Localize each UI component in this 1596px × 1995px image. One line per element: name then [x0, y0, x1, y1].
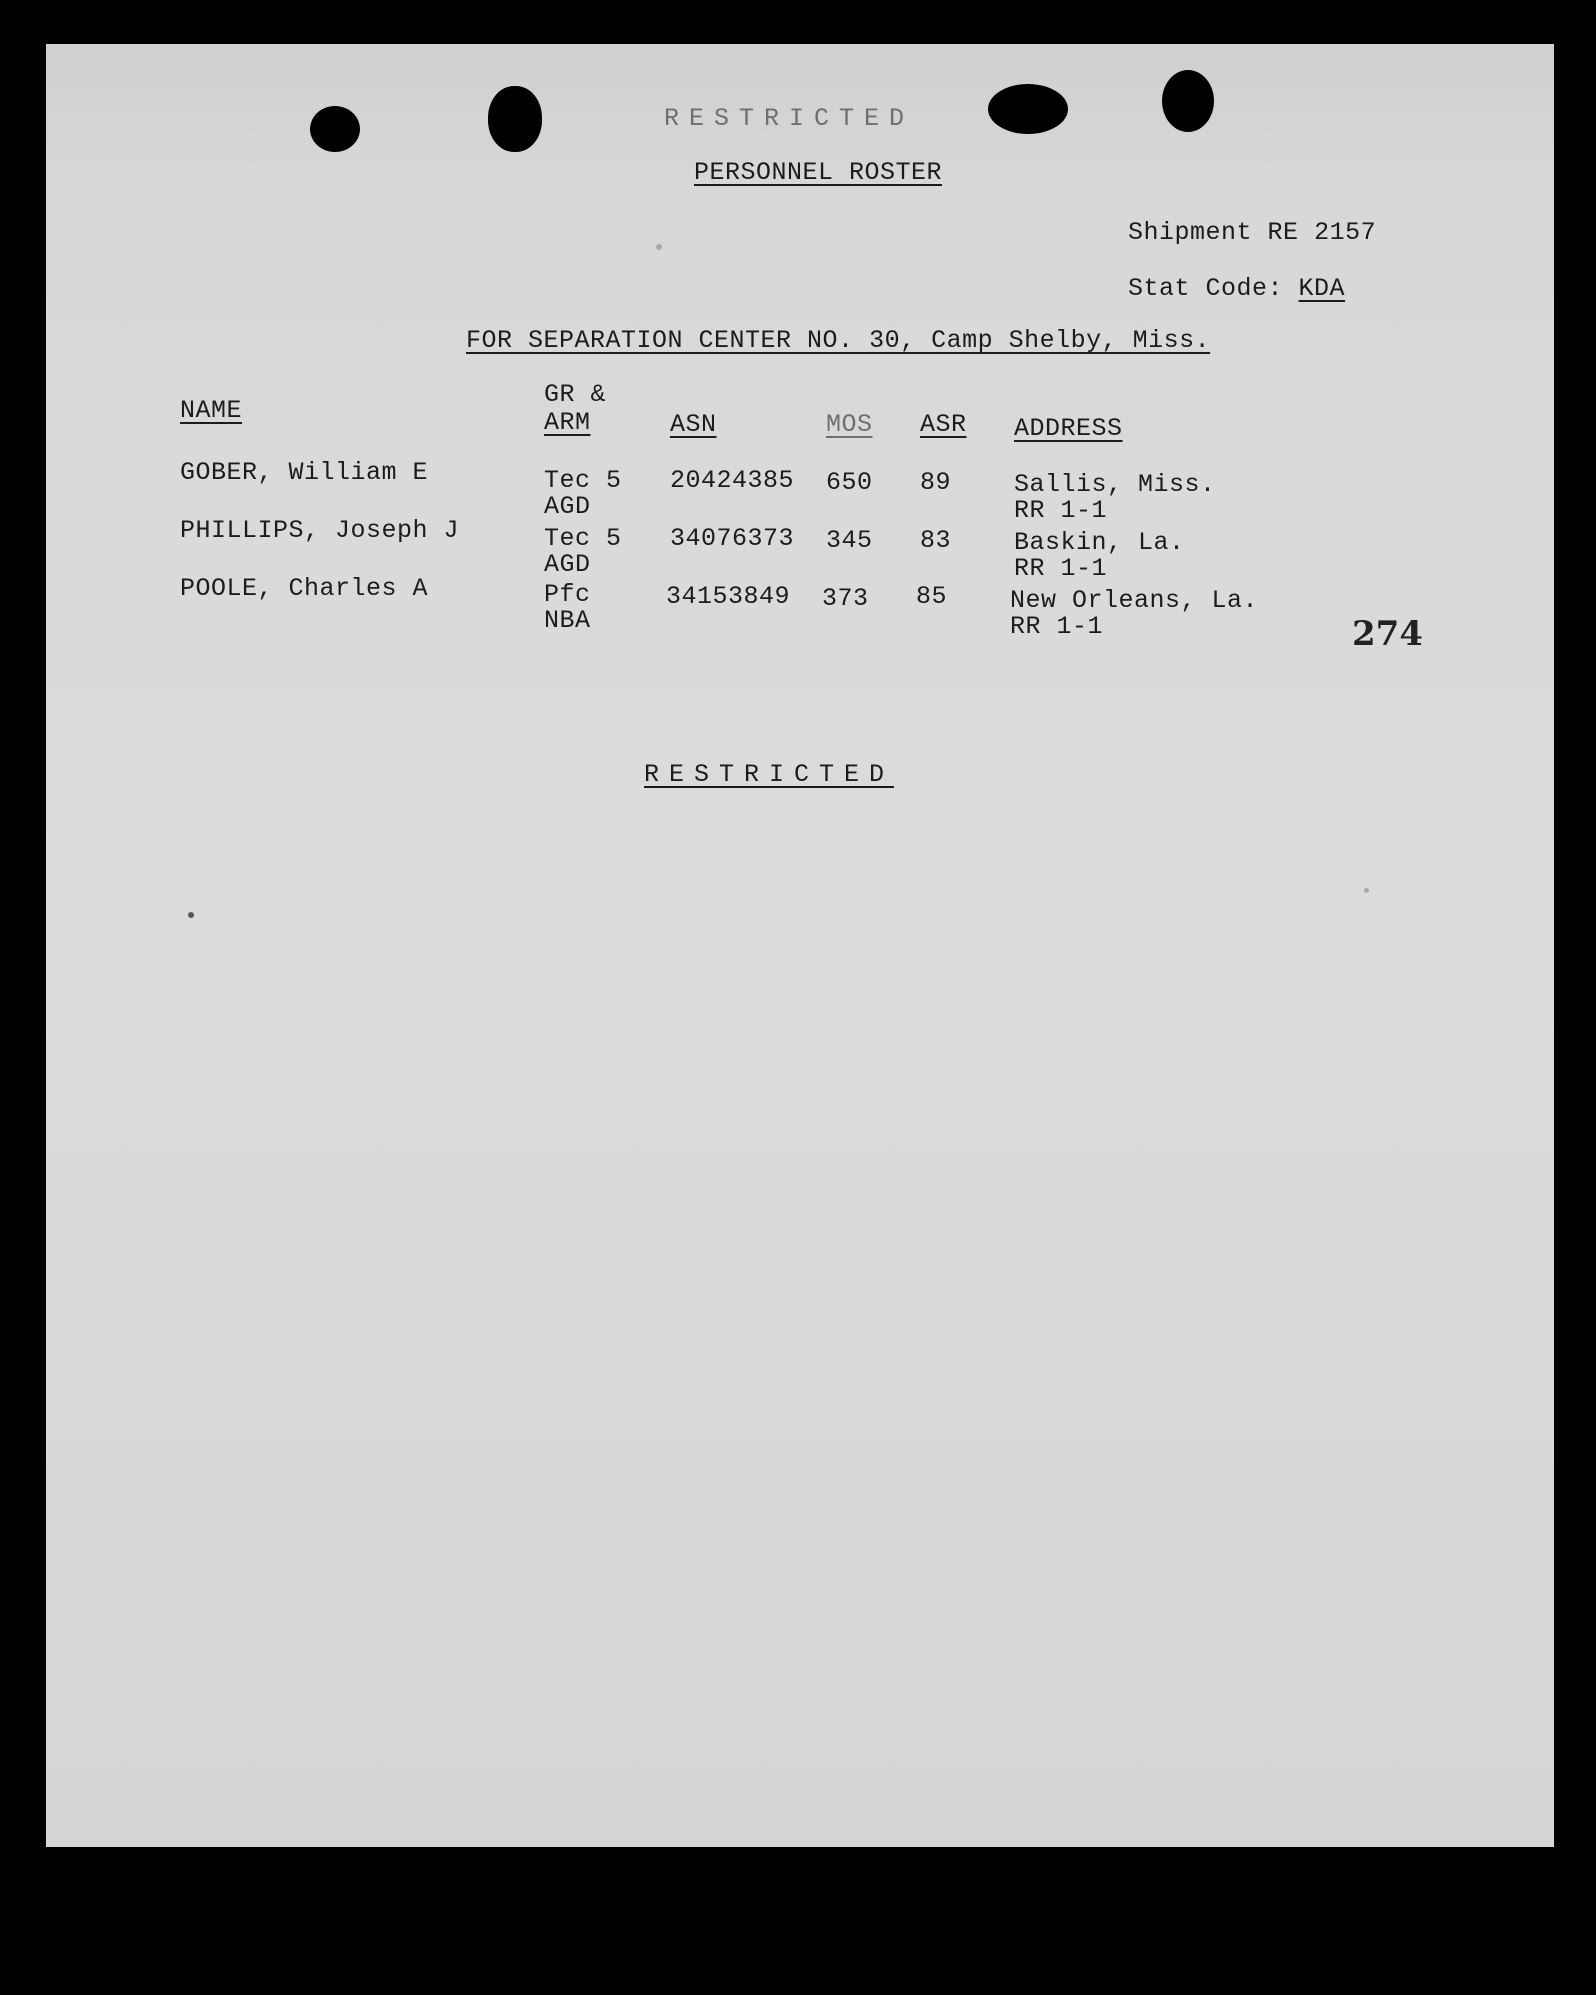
- table-row-asr: 85: [916, 582, 948, 611]
- table-row-mos: 650: [826, 468, 873, 497]
- col-header-asn: ASN: [670, 410, 717, 439]
- col-header-grade-arm-2: ARM: [544, 408, 591, 437]
- footer-restricted-stamp: RESTRICTED: [644, 760, 895, 789]
- table-row-name: GOBER, William E: [180, 458, 429, 487]
- table-row-arm: AGD: [544, 550, 591, 579]
- table-row-asn: 34153849: [666, 582, 791, 611]
- destination-heading: FOR SEPARATION CENTER NO. 30, Camp Shelby, Miss.: [466, 326, 1211, 355]
- punch-hole: [988, 84, 1068, 134]
- stat-code-line: [1128, 274, 1345, 303]
- table-row-name: PHILLIPS, Joseph J: [180, 516, 460, 545]
- table-row-address-2: RR 1-1: [1014, 496, 1108, 525]
- table-row-asn: 34076373: [670, 524, 795, 553]
- table-row-address-1: Baskin, La.: [1014, 528, 1185, 557]
- table-row-grade: Tec 5: [544, 466, 622, 495]
- paper-speck: [188, 912, 194, 918]
- header-restricted-stamp: RESTRICTED: [664, 104, 915, 133]
- stat-code-value: KDA: [1298, 274, 1346, 303]
- table-row-arm: AGD: [544, 492, 591, 521]
- table-row-grade: Pfc: [544, 580, 591, 609]
- table-row-mos: 373: [822, 584, 869, 613]
- table-row-asr: 89: [920, 468, 952, 497]
- page-number: 274: [1352, 614, 1423, 654]
- table-row-mos: 345: [826, 526, 873, 555]
- table-row-asr: 83: [920, 526, 952, 555]
- table-row-asn: 20424385: [670, 466, 795, 495]
- col-header-grade-arm-1: GR &: [544, 380, 607, 409]
- document-page: [46, 44, 1554, 1847]
- paper-speck: [656, 244, 662, 250]
- paper-speck: [1364, 888, 1369, 893]
- page-title: PERSONNEL ROSTER: [694, 158, 943, 187]
- col-header-asr: ASR: [920, 410, 967, 439]
- shipment-label: Shipment: [1128, 218, 1253, 247]
- table-row-name: POOLE, Charles A: [180, 574, 429, 603]
- table-row-address-1: New Orleans, La.: [1010, 586, 1259, 615]
- col-header-mos: MOS: [826, 410, 873, 439]
- shipment-line: [1128, 218, 1376, 247]
- col-header-address: ADDRESS: [1014, 414, 1123, 443]
- table-row-address-1: Sallis, Miss.: [1014, 470, 1216, 499]
- table-row-arm: NBA: [544, 606, 591, 635]
- table-row-address-2: RR 1-1: [1010, 612, 1104, 641]
- col-header-name: NAME: [180, 396, 243, 425]
- punch-hole: [1162, 70, 1214, 132]
- shipment-number: 2157: [1314, 218, 1377, 247]
- shipment-code: RE: [1267, 218, 1299, 247]
- table-row-address-2: RR 1-1: [1014, 554, 1108, 583]
- punch-hole: [310, 106, 360, 152]
- stat-code-label: Stat Code:: [1128, 274, 1284, 303]
- punch-hole: [488, 86, 542, 152]
- table-row-grade: Tec 5: [544, 524, 622, 553]
